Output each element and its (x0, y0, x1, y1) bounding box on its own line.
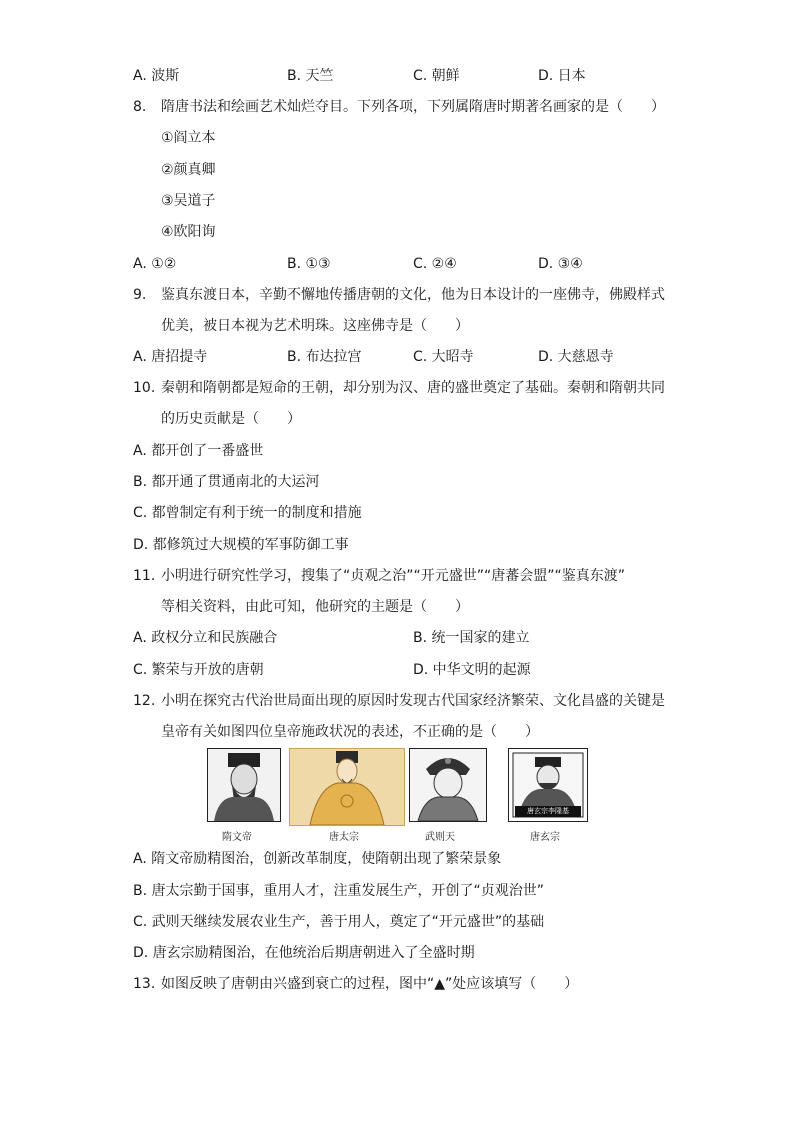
q10-option-d: D. 都修筑过大规模的军事防御工事 (133, 537, 349, 553)
q9-option-c: C. 大昭寺 (413, 349, 474, 365)
q9-option-b: B. 布达拉宫 (287, 349, 362, 365)
caption-sui-wendi: 隋文帝 (222, 832, 252, 843)
caption-tang-xuanzong: 唐玄宗 (530, 832, 560, 843)
q10-number: 10. (133, 380, 156, 396)
q11-option-a: A. 政权分立和民族融合 (133, 630, 278, 646)
q13-stem: 如图反映了唐朝由兴盛到衰亡的过程，图中“▲”处应该填写（ ） (161, 976, 579, 992)
q8-option-d: D. ③④ (538, 256, 583, 272)
q8-option-c: C. ②④ (413, 256, 457, 272)
q8-number: 8. (133, 99, 147, 115)
q12-number: 12. (133, 693, 156, 709)
xuanzong-name-plate: 唐玄宗李隆基 (515, 806, 581, 817)
q12-stem-line1: 小明在探究古代治世局面出现的原因时发现古代国家经济繁荣、文化昌盛的关键是 (161, 693, 665, 709)
q7-option-c: C. 朝鲜 (413, 68, 460, 84)
tang-taizong-portrait (289, 748, 405, 826)
q8-item-1: ①阎立本 (161, 130, 216, 146)
emperor-portraits-figure (205, 748, 595, 843)
q11-option-c: C. 繁荣与开放的唐朝 (133, 662, 264, 678)
q9-stem-line1: 鉴真东渡日本，辛勤不懈地传播唐朝的文化，他为日本设计的一座佛寺，佛殿样式 (161, 287, 665, 303)
q9-stem-line2: 优美，被日本视为艺术明珠。这座佛寺是（ ） (161, 318, 469, 334)
q8-option-a: A. ①② (133, 256, 177, 272)
q8-item-2: ②颜真卿 (161, 162, 216, 178)
q12-option-c: C. 武则天继续发展农业生产，善于用人，奠定了“开元盛世”的基础 (133, 914, 545, 930)
caption-tang-taizong: 唐太宗 (329, 832, 359, 843)
q11-option-d: D. 中华文明的起源 (413, 662, 531, 678)
q9-number: 9. (133, 287, 147, 303)
q7-option-b: B. 天竺 (287, 68, 334, 84)
q10-stem-line1: 秦朝和隋朝都是短命的王朝，却分别为汉、唐的盛世奠定了基础。秦朝和隋朝共同 (161, 380, 665, 396)
q8-item-4: ④欧阳询 (161, 224, 216, 240)
wu-zetian-portrait (409, 748, 487, 822)
tang-xuanzong-portrait (508, 748, 588, 822)
caption-wu-zetian: 武则天 (425, 832, 455, 843)
q11-option-b: B. 统一国家的建立 (413, 630, 530, 646)
q10-option-a: A. 都开创了一番盛世 (133, 443, 264, 459)
q8-item-3: ③吴道子 (161, 193, 216, 209)
q10-option-b: B. 都开通了贯通南北的大运河 (133, 474, 320, 490)
q10-option-c: C. 都曾制定有利于统一的制度和措施 (133, 505, 362, 521)
q11-stem-line1: 小明进行研究性学习，搜集了“贞观之治”“开元盛世”“唐蕃会盟”“鉴真东渡” (161, 568, 626, 584)
q13-number: 13. (133, 976, 156, 992)
q8-stem: 隋唐书法和绘画艺术灿烂夺目。下列各项，下列属隋唐时期著名画家的是（ ） (161, 99, 665, 115)
q9-option-d: D. 大慈恩寺 (538, 349, 614, 365)
q9-option-a: A. 唐招提寺 (133, 349, 208, 365)
q11-number: 11. (133, 568, 156, 584)
sui-wendi-portrait (207, 748, 281, 822)
q12-option-a: A. 隋文帝励精图治，创新改革制度，使隋朝出现了繁荣景象 (133, 851, 502, 867)
q12-stem-line2: 皇帝有关如图四位皇帝施政状况的表述，不正确的是（ ） (161, 724, 539, 740)
q7-option-a: A. 波斯 (133, 68, 180, 84)
q11-stem-line2: 等相关资料，由此可知，他研究的主题是（ ） (161, 599, 469, 615)
q12-option-b: B. 唐太宗勤于国事，重用人才，注重发展生产，开创了“贞观治世” (133, 883, 545, 899)
q8-option-b: B. ①③ (287, 256, 331, 272)
q7-option-d: D. 日本 (538, 68, 586, 84)
q12-option-d: D. 唐玄宗励精图治，在他统治后期唐朝进入了全盛时期 (133, 945, 475, 961)
q10-stem-line2: 的历史贡献是（ ） (161, 411, 301, 427)
